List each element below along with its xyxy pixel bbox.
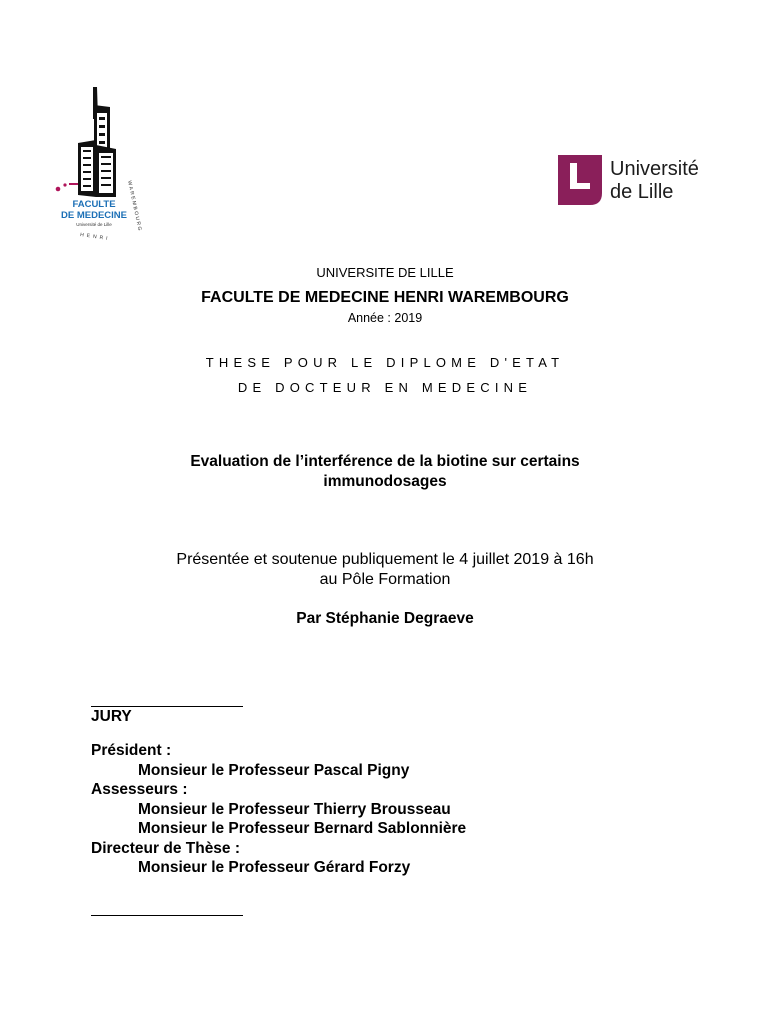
faculty-name: FACULTE DE MEDECINE HENRI WAREMBOURG (201, 289, 569, 306)
universite-de-lille-emblem (556, 153, 604, 207)
president-name: Monsieur le Professeur Pascal Pigny (138, 762, 410, 779)
logo-line1: FACULTE (72, 199, 116, 210)
universite-de-lille-wordmark-line2: de Lille (610, 181, 674, 203)
logo-line2: DE MEDECINE (61, 210, 127, 221)
director-label: Directeur de Thèse : (91, 840, 241, 857)
academic-year: Année : 2019 (347, 311, 423, 325)
university-name: UNIVERSITE DE LILLE (316, 265, 454, 280)
faculte-medecine-logo (50, 85, 150, 245)
presentation-line2: au Pôle Formation (319, 571, 451, 588)
thesis-type-line2: DE DOCTEUR EN MEDECINE (237, 380, 533, 395)
assessors-label: Assesseurs : (91, 781, 188, 798)
assessor-name: Monsieur le Professeur Bernard Sablonnière (138, 820, 467, 837)
logo-arc-right: WAREMBOURG (126, 180, 143, 233)
director-name: Monsieur le Professeur Gérard Forzy (138, 859, 411, 876)
thesis-title-line2: immunodosages (323, 473, 447, 490)
thesis-title-line1: Evaluation de l’interférence de la biotine sur certains (190, 453, 580, 470)
logo-subtitle: Université de Lille (76, 222, 112, 227)
jury-heading: JURY (91, 708, 132, 725)
presentation-line1: Présentée et soutenue publiquement le 4 juillet 2019 à 16h (176, 551, 594, 568)
logo-arc-left: HENRI (79, 232, 111, 243)
author-name: Par Stéphanie Degraeve (296, 610, 474, 627)
universite-de-lille-wordmark-line1: Université (610, 158, 699, 180)
assessor-name: Monsieur le Professeur Thierry Brousseau (138, 801, 451, 818)
divider-bottom (91, 915, 243, 916)
thesis-type-line1: THESE POUR LE DIPLOME D'ETAT (205, 355, 565, 370)
president-label: Président : (91, 742, 172, 759)
